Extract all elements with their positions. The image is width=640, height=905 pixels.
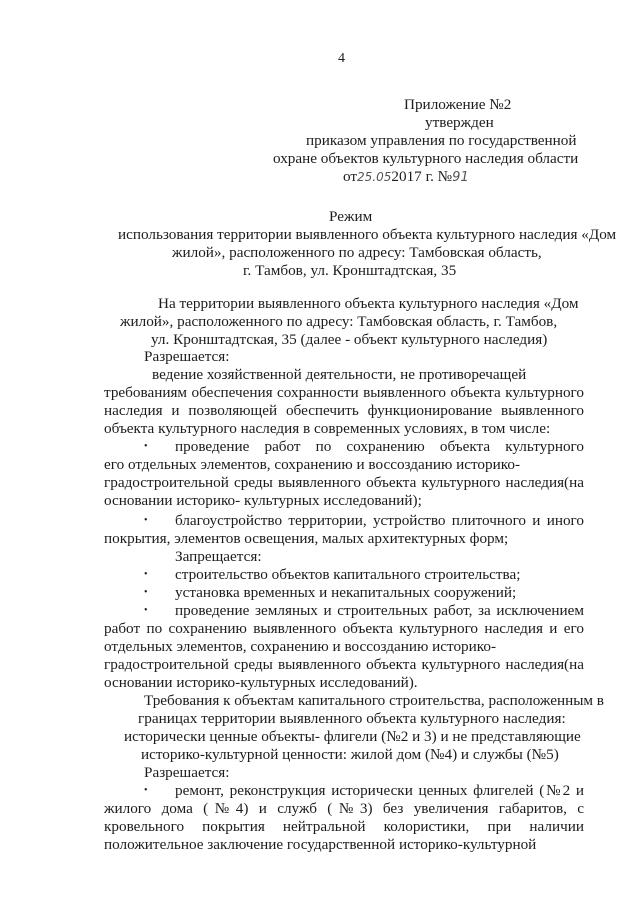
order-line-2: охране объектов культурного наследия области (273, 150, 579, 167)
body-line: Запрещается: (175, 548, 262, 565)
body-line: его отдельных элементов, сохранению и воссозданию историко- (104, 456, 521, 473)
body-line: наследия и позволяющей обеспечить функционирование выявленного (104, 402, 584, 419)
body-line: объекта культурного наследия в современных условиях, в том числе: (104, 420, 551, 437)
body-line: основании историко- культурных исследований); (104, 492, 422, 509)
appendix-label: Приложение №2 (404, 96, 512, 113)
body-line: исторически ценные объекты- флигели (№2 и 3) и не представляющие (124, 728, 581, 745)
body-line: ул. Кронштадтская, 35 (далее - объект культурного наследия) (151, 331, 548, 348)
order-date-line (343, 168, 469, 187)
title-line-3: г. Тамбов, ул. Кронштадтская, 35 (243, 262, 457, 279)
body-line: жилого дома (№4) и служб (№3) без увеличения габаритов, с (104, 800, 584, 817)
body-line: Разрешается: (144, 764, 230, 781)
body-line: границах территории выявленного объекта культурного наследия: (138, 710, 566, 727)
body-line: Разрешается: (144, 348, 230, 365)
body-line: благоустройство территории, устройство плиточного и иного (175, 512, 584, 529)
body-line: работ по сохранению выявленного объекта культурного наследия и его (104, 620, 584, 637)
order-line-1: приказом управления по государственной (306, 132, 577, 149)
body-line: На территории выявленного объекта культурного наследия «Дом (158, 295, 579, 312)
bullet-icon: • (144, 605, 148, 616)
body-line: основании историко-культурных исследований). (104, 674, 418, 691)
bullet-icon: • (144, 515, 148, 526)
body-line: ремонт, реконструкция исторически ценных флигелей (№2 и (175, 782, 584, 799)
body-line: проведение работ по сохранению объекта культурного (175, 438, 584, 455)
body-line: покрытия, элементов освещения, малых архитектурных форм; (104, 530, 509, 547)
body-line: отдельных элементов, сохранению и воссозданию историко- (104, 638, 497, 655)
body-line: положительное заключение государственной историко-культурной (104, 836, 537, 853)
body-line: установка временных и некапитальных сооружений; (175, 584, 517, 601)
page-number: 4 (338, 51, 345, 66)
approved-label: утвержден (425, 114, 494, 131)
title-line-2: жилой», расположенного по адресу: Тамбовская область, (172, 244, 542, 261)
bullet-icon: • (144, 441, 148, 452)
body-line: Требования к объектам капитального строительства, расположенным в (144, 692, 604, 709)
body-line: жилой», расположенного по адресу: Тамбовская область, г. Тамбов, (120, 313, 558, 330)
bullet-icon: • (144, 587, 148, 598)
title-heading: Режим (329, 208, 373, 225)
handwritten-date: 25.05 (357, 170, 392, 184)
body-line: проведение земляных и строительных работ, за исключением (175, 602, 584, 619)
date-suffix: 2017 г. № (391, 168, 453, 185)
handwritten-number: 91 (452, 170, 469, 185)
body-line: градостроительной среды выявленного объекта культурного наследия(на (104, 474, 584, 491)
body-line: кровельного покрытия нейтральной колористики, при наличии (104, 818, 584, 835)
bullet-icon: • (144, 785, 148, 796)
body-line: градостроительной среды выявленного объекта культурного наследия(на (104, 656, 584, 673)
bullet-icon: • (144, 569, 148, 580)
date-prefix: от (343, 168, 358, 185)
body-line: строительство объектов капитального строительства; (175, 566, 521, 583)
body-line: историко-культурной ценности: жилой дом (№4) и службы (№5) (141, 746, 559, 763)
body-line: требованиям обеспечения сохранности выявленного объекта культурного (104, 384, 584, 401)
body-line: ведение хозяйственной деятельности, не противоречащей (152, 366, 527, 383)
title-line-1: использования территории выявленного объекта культурного наследия «Дом (118, 226, 617, 243)
